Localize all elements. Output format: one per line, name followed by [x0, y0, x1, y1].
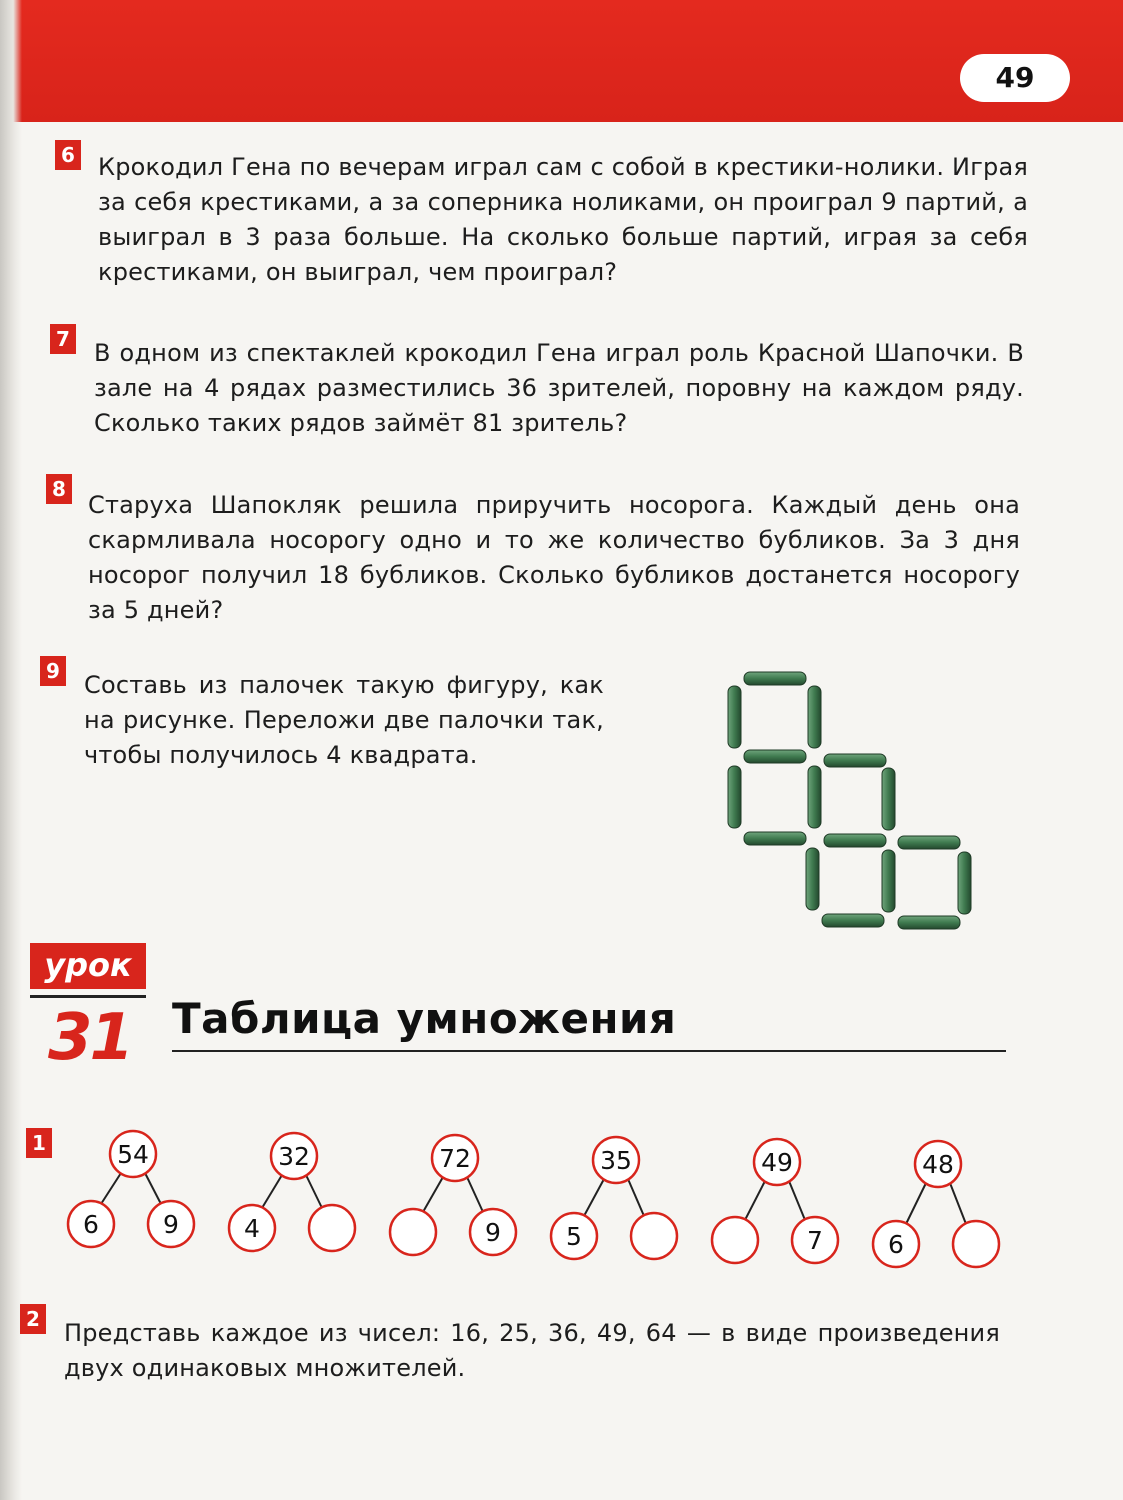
tree-branch	[950, 1183, 966, 1224]
stick	[898, 916, 960, 929]
lesson-badge: урок	[30, 943, 146, 989]
page-fold-shadow	[0, 0, 22, 1500]
task-9-number: 9	[40, 656, 66, 686]
tree-branch	[423, 1177, 443, 1212]
tree-branch	[145, 1173, 161, 1204]
tree-branch	[906, 1183, 926, 1224]
tree-branch	[628, 1179, 644, 1216]
tree-branch	[789, 1181, 805, 1220]
stick	[744, 832, 806, 845]
stick	[882, 768, 895, 830]
task-6-text: Крокодил Гена по вечерам играл сам с собой в крестики-нолики. Играя за себя крестиками, а за соперника ноликами, он проиграл 9 партий, а выиграл в 3 раза больше. На сколько больше партий, играя за себя крестиками, он выиграл, чем проиграл?	[98, 153, 1028, 286]
lesson-divider	[30, 995, 146, 998]
task-7-number: 7	[50, 324, 76, 354]
lesson-number: 31	[48, 1001, 132, 1075]
lesson-task-1-number: 1	[26, 1128, 52, 1158]
stick	[728, 766, 741, 828]
tree-top-value: 72	[439, 1144, 471, 1173]
stick	[824, 754, 886, 767]
tree-left-value: 6	[83, 1210, 99, 1239]
stick	[744, 750, 806, 763]
factor-tree	[229, 1133, 355, 1251]
stick	[958, 852, 971, 914]
task-8-number: 8	[46, 474, 72, 504]
tree-right-circle	[631, 1213, 677, 1259]
tree-left-value: 5	[566, 1222, 582, 1251]
stick	[882, 850, 895, 912]
factor-tree	[68, 1131, 194, 1247]
tree-branch	[745, 1181, 765, 1220]
tree-top-value: 49	[761, 1148, 793, 1177]
stick	[728, 686, 741, 748]
factor-trees	[60, 1120, 1020, 1280]
task-9-text: Составь из палочек такую фигуру, как на рисунке. Переложи две палочки так, чтобы получилось 4 квадрата.	[84, 671, 604, 769]
title-underline	[172, 1050, 1006, 1052]
tree-left-circle	[712, 1217, 758, 1263]
stick	[822, 914, 884, 927]
factor-tree	[873, 1141, 999, 1267]
matchstick-figure	[718, 664, 978, 944]
lesson-task-2-text: Представь каждое из чисел: 16, 25, 36, 49, 64 — в виде произведения двух одинаковых множителей.	[64, 1319, 1000, 1382]
task-8-text: Старуха Шапокляк решила приручить носорога. Каждый день она скармливала носорогу одно и то же количество бубликов. За 3 дня носорог получил 18 бубликов. Сколько бубликов достанется носорогу за 5 дней?	[88, 491, 1020, 624]
tree-left-circle	[390, 1209, 436, 1255]
stick	[744, 672, 806, 685]
tree-branch	[262, 1175, 282, 1208]
factor-tree	[390, 1135, 516, 1255]
tree-top-value: 48	[922, 1150, 954, 1179]
task-6-number: 6	[55, 140, 81, 170]
factor-tree	[551, 1137, 677, 1259]
lesson-task-2-number: 2	[20, 1304, 46, 1334]
page-number: 49	[960, 54, 1070, 102]
tree-right-value: 7	[807, 1226, 823, 1255]
stick	[824, 834, 886, 847]
tree-branch	[467, 1177, 483, 1212]
tree-branch	[306, 1175, 322, 1208]
stick	[808, 766, 821, 828]
tree-top-value: 35	[600, 1146, 632, 1175]
tree-branch	[584, 1179, 604, 1216]
task-7-text: В одном из спектаклей крокодил Гена играл роль Красной Шапочки. В зале на 4 рядах разместились 36 зрителей, поровну на каждом ряду. Сколько таких рядов займёт 81 зритель?	[94, 339, 1024, 437]
tree-right-value: 9	[485, 1218, 501, 1247]
top-red-band	[0, 0, 1123, 122]
tree-left-value: 6	[888, 1230, 904, 1259]
tree-branch	[101, 1173, 121, 1204]
lesson-title: Таблица умножения	[172, 994, 677, 1043]
factor-tree	[712, 1139, 838, 1263]
tree-left-value: 4	[244, 1214, 260, 1243]
tree-right-circle	[953, 1221, 999, 1267]
tree-right-circle	[309, 1205, 355, 1251]
stick	[806, 848, 819, 910]
stick	[898, 836, 960, 849]
tree-right-value: 9	[163, 1210, 179, 1239]
tree-top-value: 32	[278, 1142, 310, 1171]
tree-top-value: 54	[117, 1140, 149, 1169]
stick	[808, 686, 821, 748]
